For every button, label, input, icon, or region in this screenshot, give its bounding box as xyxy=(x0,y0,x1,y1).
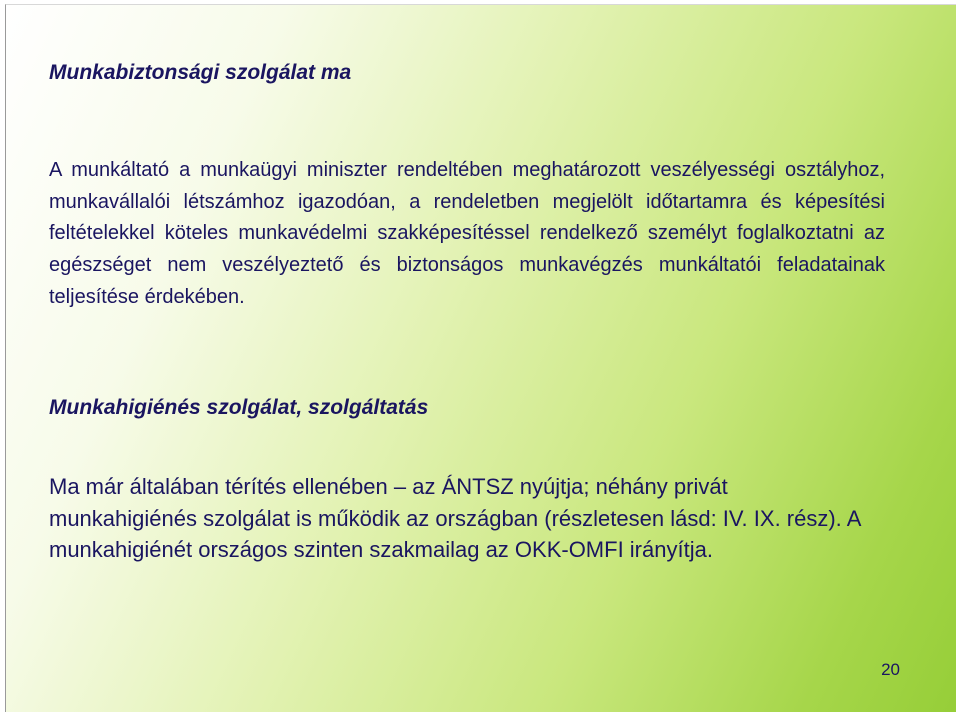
section-text-munkahigiene: Ma már általában térítés ellenében – az ÁNTSZ nyújtja; néhány privát munkahigiénés szolgálat is működik az országban (részletesen lásd: IV. IX. rész). A munkahigiénét országos szinten szakmailag az OKK-OMFI irányítja. xyxy=(49,474,861,562)
slide xyxy=(5,4,956,712)
page-number: 20 xyxy=(881,660,900,679)
section-text-munkabiztonsag: A munkáltató a munkaügyi miniszter rendeltében meghatározott veszélyességi osztályhoz, munkavállalói létszámhoz igazodóan, a rendeletben megjelölt időtartamra és képesítési feltételekkel köteles munkavédelmi szakképesítéssel rendelkező személyt foglalkoztatni az egészséget nem veszélyeztető és biztonságos munkavégzés munkáltatói feladatainak teljesítése érdekében. xyxy=(49,159,885,308)
section-heading-munkahigiene: Munkahigiénés szolgálat, szolgáltatás xyxy=(49,396,429,419)
section-heading-munkabiztonsag: Munkabiztonsági szolgálat ma xyxy=(49,61,352,84)
